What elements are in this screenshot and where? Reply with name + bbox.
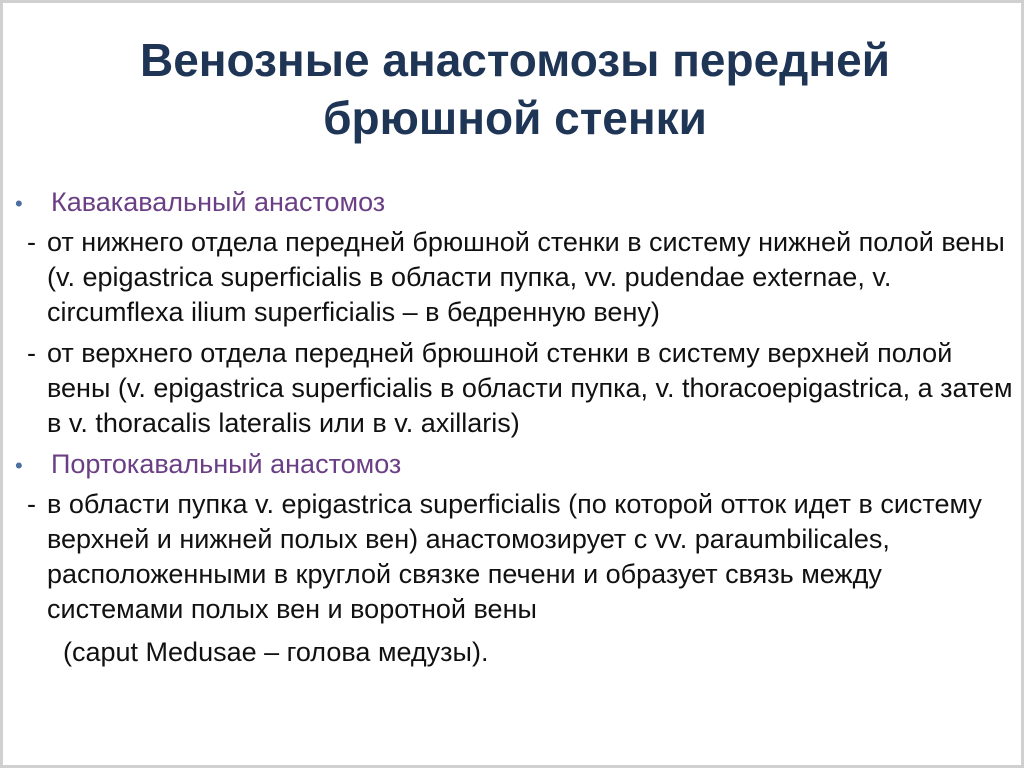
slide-title [3, 31, 1024, 147]
section-heading-portocaval [15, 447, 1013, 483]
list-item [27, 336, 1013, 441]
list-item [27, 487, 1013, 627]
dash-marker: - [27, 227, 36, 257]
section-heading-cavacaval [15, 185, 1013, 221]
list-item-text: от верхнего отдела передней брюшной стенки в систему верхней полой вены (v. epigastrica superficialis в области пупка, v. thoracoepigastrica, а затем в v. thoracalis lateralis или в v. axillaris) [47, 338, 1013, 438]
list-item [27, 225, 1013, 330]
bullet-icon: • [15, 453, 23, 478]
title-line-2: брюшной стенки [323, 92, 707, 144]
section-heading-text: Кавакавальный анастомоз [51, 187, 386, 217]
title-line-1: Венозные анастомозы передней [139, 34, 891, 86]
list-item-text: от нижнего отдела передней брюшной стенки в систему нижней полой вены (v. epigastrica superficialis в области пупка, vv. pudendae externae, v. circumflexa ilium superficialis – в бедренную вену) [47, 227, 1005, 327]
dash-marker: - [27, 338, 36, 368]
bullet-icon: • [15, 191, 23, 216]
dash-marker: - [27, 489, 36, 519]
section-heading-text: Портокавальный анастомоз [51, 449, 402, 479]
slide-body [13, 185, 1013, 670]
list-item-text: в области пупка v. epigastrica superficialis (по которой отток идет в систему верхней и нижней полых вен) анастомозирует с vv. paraumbilicales, расположенными в круглой связке печени и образует связь между системами полых вен и воротной вены [47, 489, 982, 624]
caput-medusae-note: (caput Medusae – голова медузы). [63, 637, 489, 667]
